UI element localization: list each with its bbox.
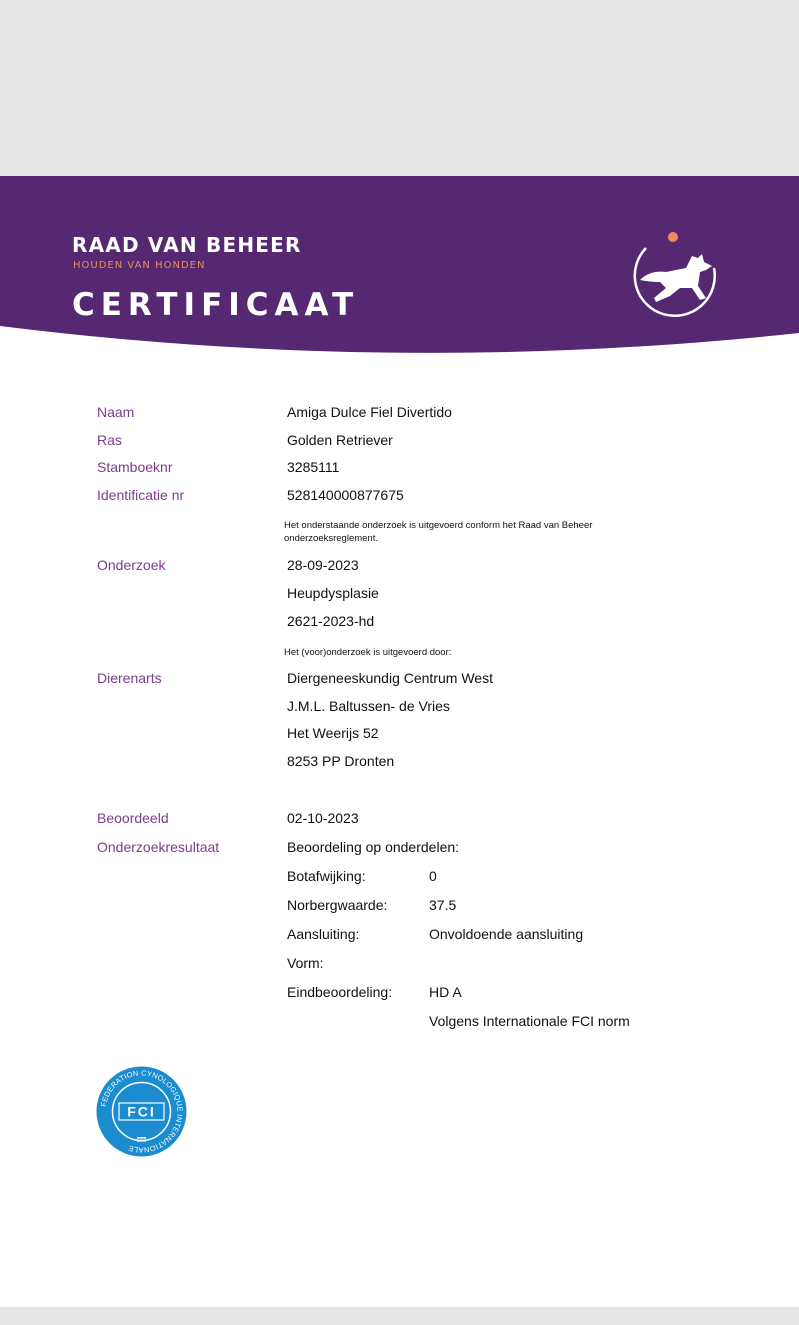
certificate-title: CERTIFICAAT bbox=[72, 287, 360, 323]
performed-by-note: Het (voor)onderzoek is uitgevoerd door: bbox=[284, 647, 452, 658]
resultaat-intro: Beoordeling op onderdelen: bbox=[287, 839, 460, 855]
dierenarts-plaats: 8253 PP Dronten bbox=[287, 753, 395, 769]
naam-label: Naam bbox=[97, 404, 135, 420]
dierenarts-praktijk: Diergeneeskundig Centrum West bbox=[287, 670, 493, 686]
result-key: Aansluiting: bbox=[287, 926, 360, 942]
ras-value: Golden Retriever bbox=[287, 432, 393, 448]
stamboeknr-label: Stamboeknr bbox=[97, 459, 173, 475]
beoordeeld-datum: 02-10-2023 bbox=[287, 810, 359, 826]
fci-seal-icon bbox=[95, 1065, 188, 1158]
result-value: HD A bbox=[429, 984, 462, 1000]
fci-norm-note: Volgens Internationale FCI norm bbox=[429, 1013, 630, 1029]
result-key: Eindbeoordeling: bbox=[287, 984, 393, 1000]
header-banner bbox=[0, 176, 799, 376]
regulation-note: Het onderstaande onderzoek is uitgevoerd conform het Raad van Beheer onderzoeksreglement. bbox=[284, 520, 593, 544]
brand-subtitle: HOUDEN VAN HONDEN bbox=[73, 260, 206, 271]
result-key: Norbergwaarde: bbox=[287, 897, 388, 913]
dog-leaping-in-circle-icon bbox=[626, 228, 722, 324]
dierenarts-adres: Het Weerijs 52 bbox=[287, 725, 379, 741]
dierenarts-naam: J.M.L. Baltussen- de Vries bbox=[287, 698, 450, 714]
onderzoek-soort: Heupdysplasie bbox=[287, 585, 379, 601]
beoordeeld-label: Beoordeeld bbox=[97, 810, 169, 826]
bottom-bar bbox=[0, 1307, 799, 1325]
result-value: 0 bbox=[429, 868, 437, 884]
identificatie-label: Identificatie nr bbox=[97, 487, 185, 503]
svg-text:FCI: FCI bbox=[127, 1103, 156, 1120]
identificatie-value: 528140000877675 bbox=[287, 487, 404, 503]
result-value: Onvoldoende aansluiting bbox=[429, 926, 584, 942]
stamboeknr-value: 3285111 bbox=[287, 459, 340, 475]
result-key: Botafwijking: bbox=[287, 868, 366, 884]
ras-label: Ras bbox=[97, 432, 122, 448]
svg-text:FEDERATION CYNOLOGIQUE INTERNA: FEDERATION CYNOLOGIQUE INTERNATIONALE bbox=[98, 1068, 185, 1155]
onderzoekresultaat-label: Onderzoekresultaat bbox=[97, 839, 220, 855]
certificate-page bbox=[0, 176, 799, 1307]
onderzoek-datum: 28-09-2023 bbox=[287, 557, 359, 573]
result-key: Vorm: bbox=[287, 955, 324, 971]
onderzoek-nummer: 2621-2023-hd bbox=[287, 613, 375, 629]
brand-title: RAAD VAN BEHEER bbox=[72, 233, 302, 257]
result-value: 37.5 bbox=[429, 897, 457, 913]
naam-value: Amiga Dulce Fiel Divertido bbox=[287, 404, 452, 420]
dierenarts-label: Dierenarts bbox=[97, 670, 162, 686]
onderzoek-label: Onderzoek bbox=[97, 557, 166, 573]
